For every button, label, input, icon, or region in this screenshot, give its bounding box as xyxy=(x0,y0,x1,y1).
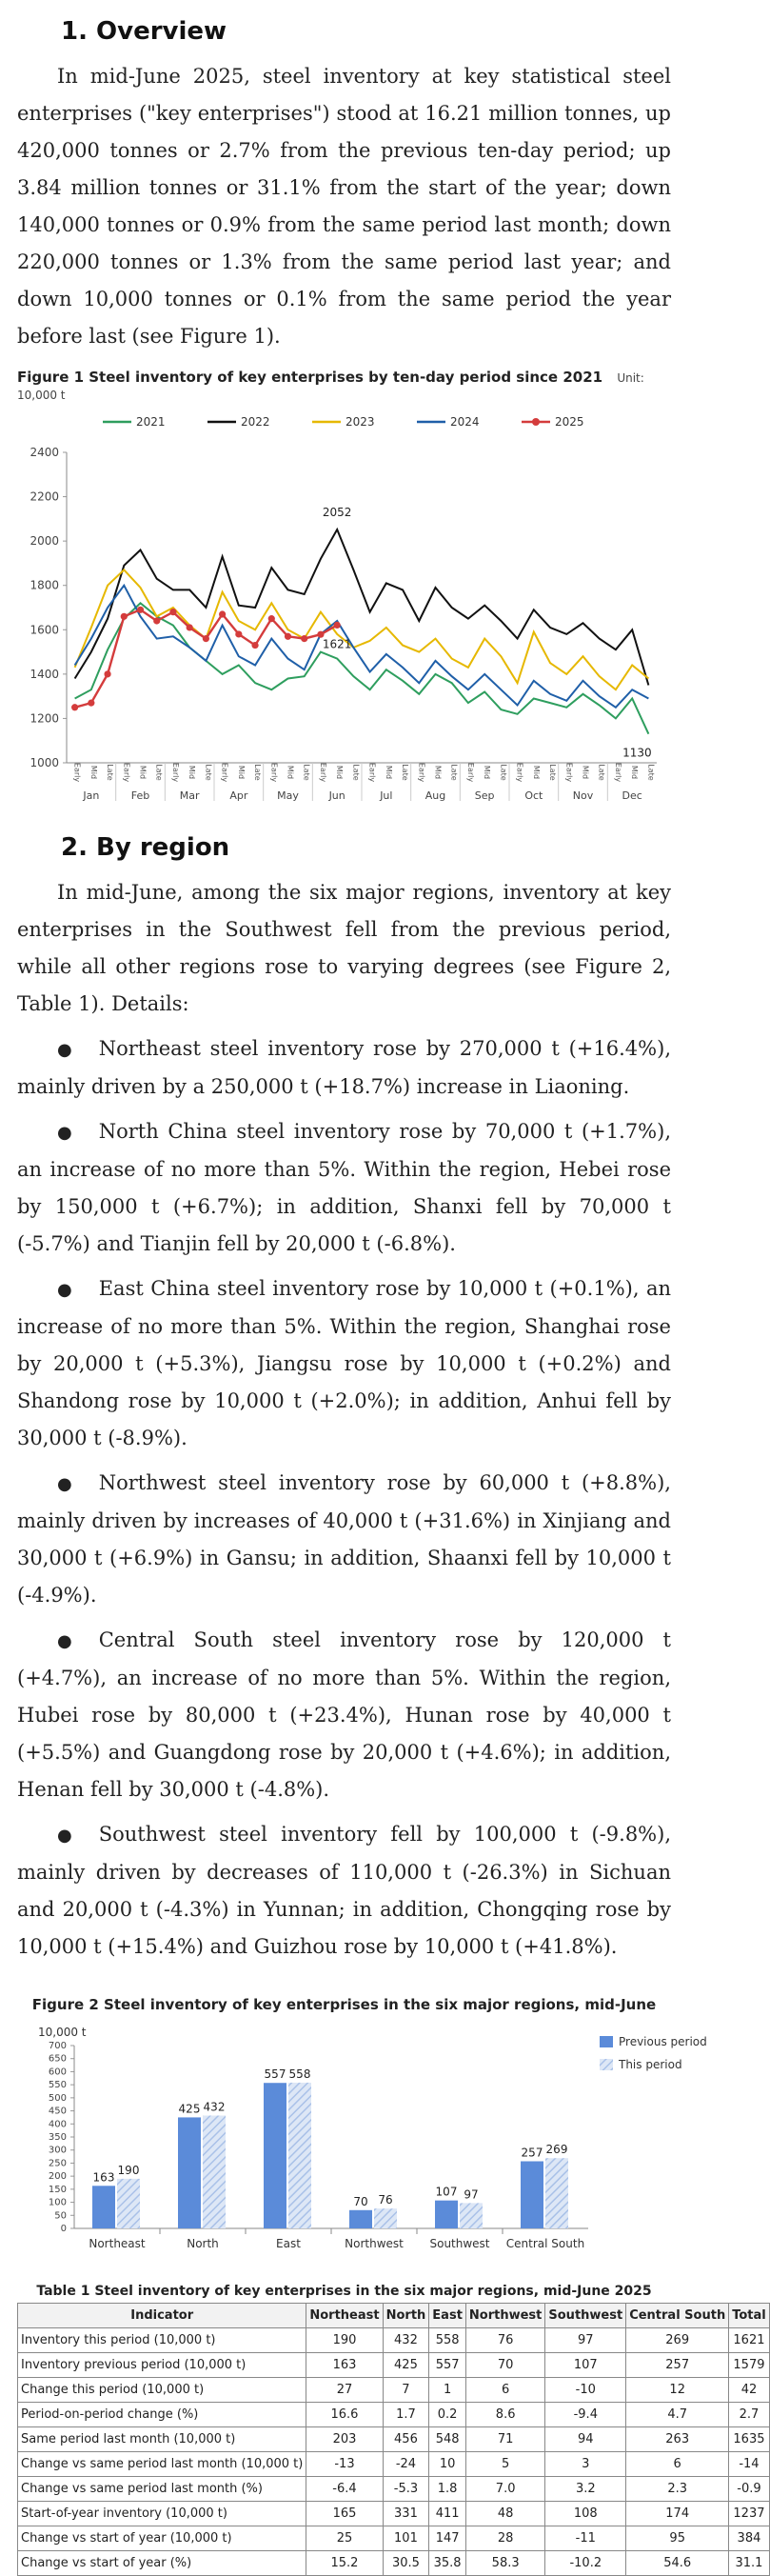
period-tick-label: Late xyxy=(154,764,164,781)
table-cell: 8.6 xyxy=(465,2403,544,2427)
section-2-intro: In mid-June, among the six major regions, inventory at key enterprises in the Southwest fell from the previous period, while all other regions rose to varying degrees (see Figure 2, Table 1). Details: xyxy=(17,881,671,1016)
table-cell: 10 xyxy=(429,2452,466,2477)
y-tick-label: 400 xyxy=(48,2119,67,2130)
period-tick-label: Late xyxy=(106,764,115,781)
period-tick-label: Early xyxy=(318,762,327,783)
section-1-title: 1. Overview xyxy=(61,17,227,46)
period-tick-label: Early xyxy=(72,762,82,783)
bullet-central-south xyxy=(17,1622,671,1808)
table-cell: -10 xyxy=(545,2378,626,2403)
figure-2-caption: Figure 2 Steel inventory of key enterprises in the six major regions, mid-June xyxy=(31,1996,657,2014)
table-row-label: Period-on-period change (%) xyxy=(18,2403,306,2427)
table-cell: 31.1 xyxy=(729,2551,770,2576)
bar-value-label: 107 xyxy=(435,2185,458,2199)
table-cell: 456 xyxy=(383,2427,429,2452)
table-cell: 0.2 xyxy=(429,2403,466,2427)
bar-value-label: 269 xyxy=(545,2143,568,2157)
bar-value-label: 558 xyxy=(288,2067,311,2082)
bar-value-label: 425 xyxy=(178,2102,201,2116)
table-row xyxy=(18,2551,770,2576)
table-cell: 269 xyxy=(626,2328,729,2353)
table-row xyxy=(18,2477,770,2502)
period-tick-label: Early xyxy=(417,762,426,783)
series-point-2025 xyxy=(88,700,94,707)
bullet-text: Northwest steel inventory rose by 60,000 t (+8.8%), mainly driven by increases of 40,000 t (+31.6%) in Xinjiang and 30,000 t (+6.9%) in Gansu; in addition, Shaanxi fell by 10,000 t (-4.9%). xyxy=(17,1471,671,1608)
table-header-row xyxy=(18,2304,770,2328)
bullet-dot-icon: ● xyxy=(57,1040,72,1061)
table-header-cell: Northeast xyxy=(306,2304,383,2328)
table-cell: 2.7 xyxy=(729,2403,770,2427)
series-point-2025 xyxy=(334,622,341,629)
period-tick-label: Mid xyxy=(335,765,345,780)
figure-1-caption xyxy=(17,369,671,403)
table-cell: 7.0 xyxy=(465,2477,544,2502)
table-cell: 5 xyxy=(465,2452,544,2477)
bar-previous xyxy=(349,2210,372,2228)
y-tick-label: 550 xyxy=(48,2080,67,2091)
period-tick-label: Late xyxy=(499,764,508,781)
month-label: Jan xyxy=(83,789,100,803)
series-point-2025 xyxy=(71,704,78,710)
table-row xyxy=(18,2353,770,2378)
table-row-label: Change this period (10,000 t) xyxy=(18,2378,306,2403)
y-tick-label: 1800 xyxy=(30,578,59,592)
table-cell: 30.5 xyxy=(383,2551,429,2576)
bullet-dot-icon: ● xyxy=(57,1123,72,1144)
period-tick-label: Mid xyxy=(89,765,98,780)
table-cell: -13 xyxy=(306,2452,383,2477)
table-cell: 1 xyxy=(429,2378,466,2403)
table-row-label: Change vs same period last month (10,000 t) xyxy=(18,2452,306,2477)
table-header-cell: Central South xyxy=(626,2304,729,2328)
series-point-2025 xyxy=(251,642,258,649)
table-cell: 6 xyxy=(626,2452,729,2477)
y-tick-label: 0 xyxy=(60,2224,67,2235)
bar-current xyxy=(288,2083,311,2228)
table-cell: 432 xyxy=(383,2328,429,2353)
table-row-label: Start-of-year inventory (10,000 t) xyxy=(18,2502,306,2526)
series-line-2023 xyxy=(75,569,649,689)
y-unit-label: 10,000 t xyxy=(38,2026,87,2040)
bar-value-label: 70 xyxy=(353,2194,368,2208)
table-cell: 3.2 xyxy=(545,2477,626,2502)
series-point-2025 xyxy=(203,635,209,642)
table-cell: 76 xyxy=(465,2328,544,2353)
series-point-2025 xyxy=(104,670,110,677)
bar-current xyxy=(545,2158,568,2228)
month-label: Apr xyxy=(229,789,248,803)
bullet-text: Central South steel inventory rose by 120,000 t (+4.7%), an increase of no more than 5%. Within the region, Hubei rose by 80,000 t (+23.4%), Hunan rose by 40,000 t (+5.5%) and Guangdong rose by 20,000 t (+4.6%); in addition, Henan fell by 30,000 t (-4.8%). xyxy=(17,1628,671,1802)
y-tick-label: 2200 xyxy=(30,489,59,504)
figure-2-chart-wrap xyxy=(17,2017,707,2278)
bar-value-label: 76 xyxy=(378,2193,393,2207)
table-cell: 1579 xyxy=(729,2353,770,2378)
bar-value-label: 257 xyxy=(521,2146,543,2160)
legend-label-2025: 2025 xyxy=(555,415,584,429)
table-1-title: Table 1 Steel inventory of key enterprises in the six major regions, mid-June 2025 xyxy=(36,2284,652,2300)
table-cell: 411 xyxy=(429,2502,466,2526)
period-tick-label: Late xyxy=(401,764,410,781)
table-1 xyxy=(17,2303,770,2576)
section-2-title: 2. By region xyxy=(61,833,230,863)
table-cell: 163 xyxy=(306,2353,383,2378)
month-label: Sep xyxy=(474,789,495,803)
table-cell: 7 xyxy=(383,2378,429,2403)
table-cell: -6.4 xyxy=(306,2477,383,2502)
table-row-label: Same period last month (10,000 t) xyxy=(18,2427,306,2452)
period-tick-label: Early xyxy=(613,762,622,783)
table-cell: -24 xyxy=(383,2452,429,2477)
annotation-label: 1621 xyxy=(322,637,352,651)
y-tick-label: 350 xyxy=(48,2132,67,2144)
series-point-2025 xyxy=(285,633,291,640)
table-cell: 548 xyxy=(429,2427,466,2452)
table-cell: -5.3 xyxy=(383,2477,429,2502)
figure-1-chart-wrap xyxy=(17,407,671,810)
month-label: Oct xyxy=(524,789,543,803)
period-tick-label: Mid xyxy=(630,765,640,780)
period-tick-label: Early xyxy=(220,762,229,783)
y-tick-label: 250 xyxy=(48,2158,67,2169)
period-tick-label: Mid xyxy=(483,765,492,780)
table-cell: 384 xyxy=(729,2526,770,2551)
series-point-2025 xyxy=(219,610,226,617)
table-cell: 1.8 xyxy=(429,2477,466,2502)
table-cell: 203 xyxy=(306,2427,383,2452)
bar-current xyxy=(117,2179,140,2228)
table-cell: 95 xyxy=(626,2526,729,2551)
period-tick-label: Late xyxy=(302,764,311,781)
table-cell: 190 xyxy=(306,2328,383,2353)
table-row xyxy=(18,2452,770,2477)
bar-value-label: 97 xyxy=(464,2187,479,2202)
table-cell: -14 xyxy=(729,2452,770,2477)
period-tick-label: Early xyxy=(122,762,131,783)
bar-value-label: 163 xyxy=(92,2170,115,2185)
table-cell: 42 xyxy=(729,2378,770,2403)
legend-label-2023: 2023 xyxy=(346,415,375,429)
period-tick-label: Early xyxy=(515,762,524,783)
table-cell: 2.3 xyxy=(626,2477,729,2502)
table-cell: -11 xyxy=(545,2526,626,2551)
table-cell: 71 xyxy=(465,2427,544,2452)
bar-previous xyxy=(435,2201,458,2228)
table-row-label: Inventory this period (10,000 t) xyxy=(18,2328,306,2353)
series-point-2025 xyxy=(121,613,128,620)
legend-label-2024: 2024 xyxy=(450,415,480,429)
table-header-cell: Southwest xyxy=(545,2304,626,2328)
table-row-label: Inventory previous period (10,000 t) xyxy=(18,2353,306,2378)
y-tick-label: 1000 xyxy=(30,756,59,770)
table-row xyxy=(18,2378,770,2403)
table-row xyxy=(18,2328,770,2353)
period-tick-label: Mid xyxy=(286,765,295,780)
bullet-dot-icon: ● xyxy=(57,1280,72,1301)
figure-1-line-chart xyxy=(17,407,671,807)
period-tick-label: Mid xyxy=(384,765,393,780)
legend-marker-2025 xyxy=(532,418,540,426)
category-label: Northeast xyxy=(89,2237,146,2251)
series-point-2025 xyxy=(235,630,242,637)
period-tick-label: Late xyxy=(351,764,361,781)
y-tick-label: 150 xyxy=(48,2185,67,2196)
series-point-2025 xyxy=(153,617,160,624)
y-tick-label: 200 xyxy=(48,2171,67,2183)
bar-value-label: 557 xyxy=(264,2067,286,2082)
y-tick-label: 1400 xyxy=(30,667,59,681)
y-tick-label: 450 xyxy=(48,2106,67,2117)
y-tick-label: 100 xyxy=(48,2197,67,2208)
table-cell: 94 xyxy=(545,2427,626,2452)
series-point-2025 xyxy=(187,624,193,630)
table-cell: 174 xyxy=(626,2502,729,2526)
y-tick-label: 50 xyxy=(54,2210,67,2222)
table-cell: 1.7 xyxy=(383,2403,429,2427)
period-tick-label: Early xyxy=(367,762,377,783)
legend-swatch xyxy=(600,2036,613,2047)
table-cell: 101 xyxy=(383,2526,429,2551)
table-cell: 28 xyxy=(465,2526,544,2551)
bar-previous xyxy=(178,2118,201,2229)
section-1-paragraph: In mid-June 2025, steel inventory at key statistical steel enterprises ("key enterprises") stood at 16.21 million tonnes, up 420,000 tonnes or 2.7% from the previous ten-day period; up 3.84 million tonnes or 31.1% from the start of the year; down 140,000 tonnes or 0.9% from the same period last month; down 220,000 tonnes or 1.3% from the same period last year; and down 10,000 tonnes or 0.1% from the same period the year before last (see Figure 1). xyxy=(17,65,671,349)
series-line-2022 xyxy=(75,529,649,686)
table-cell: 107 xyxy=(545,2353,626,2378)
table-cell: 558 xyxy=(429,2328,466,2353)
y-tick-label: 1200 xyxy=(30,711,59,726)
series-line-2024 xyxy=(75,586,649,708)
table-cell: 12 xyxy=(626,2378,729,2403)
table-row xyxy=(18,2403,770,2427)
table-header-cell: Indicator xyxy=(18,2304,306,2328)
bullet-northwest xyxy=(17,1465,671,1614)
bar-previous xyxy=(521,2162,543,2228)
table-cell: 15.2 xyxy=(306,2551,383,2576)
y-tick-label: 600 xyxy=(48,2067,67,2078)
table-header-cell: East xyxy=(429,2304,466,2328)
table-cell: -0.9 xyxy=(729,2477,770,2502)
period-tick-label: Late xyxy=(204,764,213,781)
bullet-east xyxy=(17,1270,671,1457)
category-label: Central South xyxy=(505,2237,585,2251)
period-tick-label: Early xyxy=(170,762,180,783)
table-cell: 1237 xyxy=(729,2502,770,2526)
period-tick-label: Early xyxy=(269,762,279,783)
table-row xyxy=(18,2427,770,2452)
table-cell: -9.4 xyxy=(545,2403,626,2427)
bullet-dot-icon: ● xyxy=(57,1826,72,1847)
series-point-2025 xyxy=(137,607,144,613)
period-tick-label: Mid xyxy=(188,765,197,780)
period-tick-label: Mid xyxy=(581,765,590,780)
annotation-label: 1130 xyxy=(622,746,652,760)
period-tick-label: Mid xyxy=(236,765,246,780)
bullet-north xyxy=(17,1113,671,1263)
figure-1-unit: Unit: 10,000 t xyxy=(17,371,644,403)
month-label: May xyxy=(277,789,299,803)
category-label: East xyxy=(276,2237,301,2251)
table-row-label: Change vs same period last month (%) xyxy=(18,2477,306,2502)
period-tick-label: Late xyxy=(548,764,558,781)
table-cell: 257 xyxy=(626,2353,729,2378)
category-label: Southwest xyxy=(429,2237,490,2251)
table-header-cell: Total xyxy=(729,2304,770,2328)
month-label: Jun xyxy=(328,789,346,803)
table-cell: 70 xyxy=(465,2353,544,2378)
month-label: Jul xyxy=(380,789,393,803)
y-tick-label: 650 xyxy=(48,2053,67,2065)
legend-swatch xyxy=(600,2059,613,2070)
period-tick-label: Late xyxy=(449,764,459,781)
table-cell: 1621 xyxy=(729,2328,770,2353)
table-cell: 1635 xyxy=(729,2427,770,2452)
table-cell: 557 xyxy=(429,2353,466,2378)
table-cell: 263 xyxy=(626,2427,729,2452)
legend-label-2022: 2022 xyxy=(241,415,270,429)
table-cell: 97 xyxy=(545,2328,626,2353)
bullet-text: North China steel inventory rose by 70,000 t (+1.7%), an increase of no more than 5%. Within the region, Hebei rose by 150,000 t (+6.7%); in addition, Shanxi fell by 70,000 t (-5.7%) and Tianjin fell by 20,000 t (-6.8%). xyxy=(17,1120,671,1256)
bar-previous xyxy=(264,2083,286,2228)
y-tick-label: 2400 xyxy=(30,446,59,460)
month-label: Aug xyxy=(424,789,446,803)
region-bullet-list xyxy=(17,1023,671,1966)
table-cell: 35.8 xyxy=(429,2551,466,2576)
table-cell: 3 xyxy=(545,2452,626,2477)
series-point-2025 xyxy=(268,615,275,622)
chart-legend xyxy=(103,415,584,429)
bullet-dot-icon: ● xyxy=(57,1631,72,1652)
table-cell: 48 xyxy=(465,2502,544,2526)
period-tick-label: Late xyxy=(646,764,656,781)
period-tick-label: Mid xyxy=(433,765,443,780)
month-label: Dec xyxy=(622,789,642,803)
period-tick-label: Mid xyxy=(138,765,148,780)
table-cell: 165 xyxy=(306,2502,383,2526)
month-label: Feb xyxy=(130,789,150,803)
period-tick-label: Mid xyxy=(531,765,541,780)
series-point-2025 xyxy=(169,609,176,615)
category-label: North xyxy=(187,2237,219,2251)
bullet-text: Southwest steel inventory fell by 100,000 t (-9.8%), mainly driven by decreases of 110,000 t (-26.3%) in Sichuan and 20,000 t (-4.3%) in Yunnan; in addition, Chongqing rose by 10,000 t (+15.4%) and Guizhou rose by 10,000 t (+41.8%). xyxy=(17,1823,671,1959)
bullet-dot-icon: ● xyxy=(57,1474,72,1495)
table-row-label: Change vs start of year (10,000 t) xyxy=(18,2526,306,2551)
bar-current xyxy=(203,2116,226,2228)
legend-label: Previous period xyxy=(619,2035,707,2049)
table-cell: 16.6 xyxy=(306,2403,383,2427)
bar-value-label: 432 xyxy=(203,2100,226,2114)
table-header-cell: Northwest xyxy=(465,2304,544,2328)
table-cell: 331 xyxy=(383,2502,429,2526)
table-cell: 4.7 xyxy=(626,2403,729,2427)
series-point-2025 xyxy=(301,635,307,642)
bullet-text: Northeast steel inventory rose by 270,000 t (+16.4%), mainly driven by a 250,000 t (+18.7%) increase in Liaoning. xyxy=(17,1037,671,1099)
category-label: Northwest xyxy=(345,2237,404,2251)
bar-value-label: 190 xyxy=(117,2164,140,2178)
figure-1-caption-text: Figure 1 Steel inventory of key enterprises by ten-day period since 2021 xyxy=(17,369,603,387)
table-cell: 54.6 xyxy=(626,2551,729,2576)
table-header-cell: North xyxy=(383,2304,429,2328)
legend-label: This period xyxy=(619,2058,682,2072)
table-cell: -10.2 xyxy=(545,2551,626,2576)
bar-current xyxy=(374,2208,397,2228)
table-row xyxy=(18,2526,770,2551)
bar-current xyxy=(460,2204,483,2229)
y-tick-label: 2000 xyxy=(30,534,59,549)
y-tick-label: 500 xyxy=(48,2093,67,2105)
period-tick-label: Late xyxy=(253,764,263,781)
figure-2-bar-chart xyxy=(17,2017,707,2274)
bullet-northeast xyxy=(17,1030,671,1106)
table-cell: 25 xyxy=(306,2526,383,2551)
table-cell: 425 xyxy=(383,2353,429,2378)
table-cell: 6 xyxy=(465,2378,544,2403)
series-line-2021 xyxy=(75,603,649,733)
bullet-southwest xyxy=(17,1816,671,1966)
annotation-label: 2052 xyxy=(322,506,352,520)
table-cell: 58.3 xyxy=(465,2551,544,2576)
bullet-text: East China steel inventory rose by 10,000 t (+0.1%), an increase of no more than 5%. Within the region, Shanghai rose by 20,000 t (+5.3%), Jiangsu rose by 10,000 t (+0.2%) and Shandong rose by 10,000 t (+2.0%); in addition, Anhui fell by 30,000 t (-8.9%). xyxy=(17,1277,671,1450)
month-label: Mar xyxy=(179,789,200,803)
period-tick-label: Late xyxy=(597,764,606,781)
table-cell: 108 xyxy=(545,2502,626,2526)
legend-label-2021: 2021 xyxy=(136,415,166,429)
bar-previous xyxy=(92,2186,115,2228)
month-label: Nov xyxy=(572,789,594,803)
table-cell: 147 xyxy=(429,2526,466,2551)
period-tick-label: Early xyxy=(564,762,574,783)
y-tick-label: 300 xyxy=(48,2145,67,2156)
table-row xyxy=(18,2502,770,2526)
y-tick-label: 1600 xyxy=(30,623,59,637)
y-tick-label: 700 xyxy=(48,2041,67,2052)
table-row-label: Change vs start of year (%) xyxy=(18,2551,306,2576)
table-cell: 27 xyxy=(306,2378,383,2403)
table-1-body xyxy=(18,2328,770,2576)
period-tick-label: Early xyxy=(465,762,475,783)
